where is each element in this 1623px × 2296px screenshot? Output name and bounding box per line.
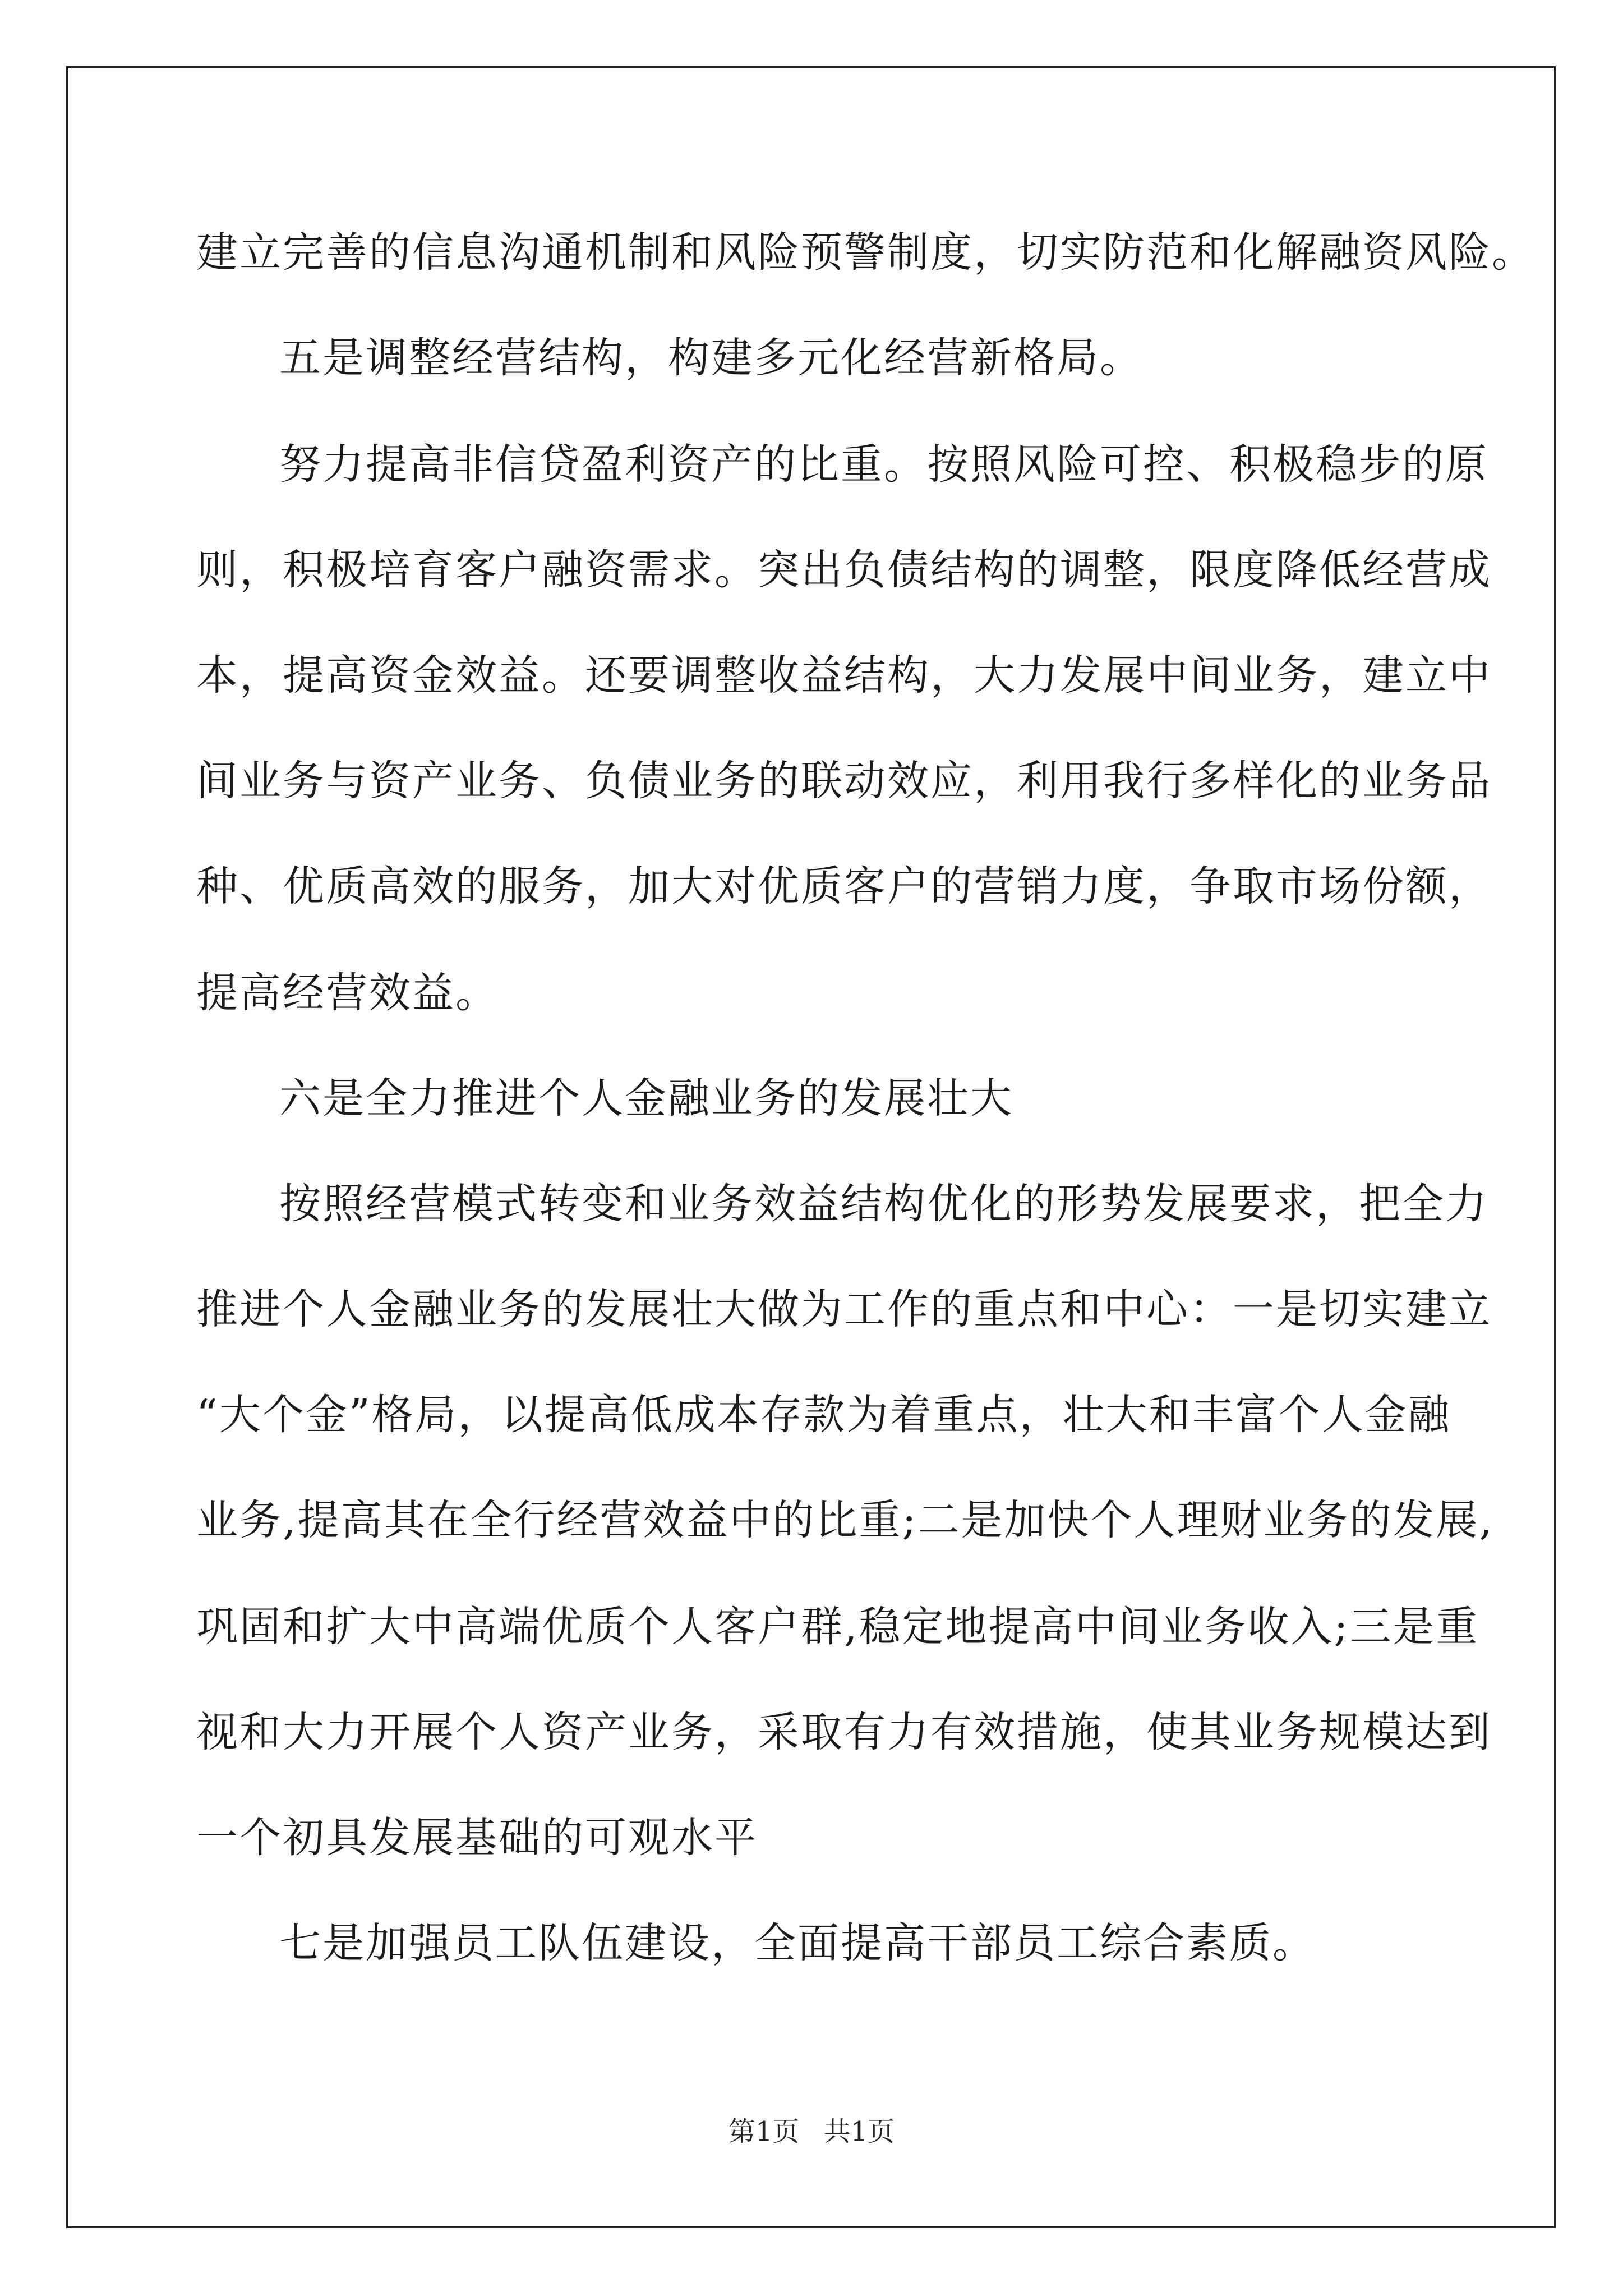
text-line: 巩固和扩大中高端优质个人客户群,稳定地提高中间业务收入;三是重 xyxy=(196,1603,1479,1651)
text-line: 业务,提高其在全行经营效益中的比重;二是加快个人理财业务的发展, xyxy=(196,1496,1494,1544)
text-line: 则，积极培育客户融资需求。突出负债结构的调整，限度降低经营成 xyxy=(196,546,1492,594)
page-border xyxy=(66,66,1556,2228)
text-line: 本，提高资金效益。还要调整收益结构，大力发展中间业务，建立中 xyxy=(196,651,1492,700)
text-line: 推进个人金融业务的发展壮大做为工作的重点和中心：一是切实建立 xyxy=(196,1285,1492,1333)
text-line: 努力提高非信贷盈利资产的比重。按照风险可控、积极稳步的原 xyxy=(279,440,1488,489)
section-heading: 七是加强员工队伍建设，全面提高干部员工综合素质。 xyxy=(279,1919,1316,1967)
page-footer xyxy=(0,2115,1623,2148)
text-line: 种、优质高效的服务，加大对优质客户的营销力度，争取市场份额， xyxy=(196,862,1492,910)
section-heading: 五是调整经营结构，构建多元化经营新格局。 xyxy=(279,334,1143,382)
text-line: 提高经营效益。 xyxy=(196,969,499,1017)
text-line: 一个初具发展基础的可观水平 xyxy=(196,1814,758,1862)
page-number-current: 第1页 xyxy=(728,2116,800,2147)
section-heading: 六是全力推进个人金融业务的发展壮大 xyxy=(279,1074,1013,1122)
text-line: 按照经营模式转变和业务效益结构优化的形势发展要求，把全力 xyxy=(279,1180,1488,1228)
text-line: 视和大力开展个人资产业务，采取有力有效措施，使其业务规模达到 xyxy=(196,1708,1492,1756)
page-number-total: 共1页 xyxy=(823,2116,895,2147)
text-line: 建立完善的信息沟通机制和风险预警制度，切实防范和化解融资风险。 xyxy=(196,228,1535,277)
text-line: 间业务与资产业务、负债业务的联动效应，利用我行多样化的业务品 xyxy=(196,757,1492,805)
text-line: “大个金”格局，以提高低成本存款为着重点，壮大和丰富个人金融 xyxy=(196,1391,1451,1439)
